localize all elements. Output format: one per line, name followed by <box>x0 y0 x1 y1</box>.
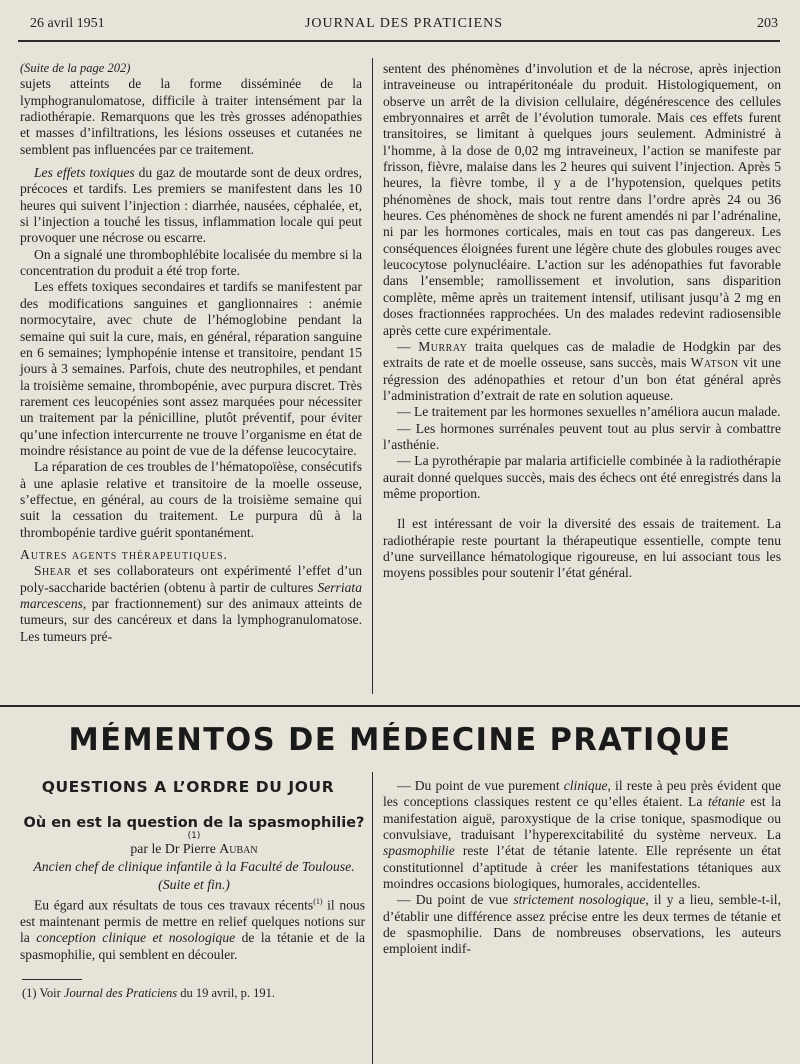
footnote-text: (1) Voir <box>22 986 64 1000</box>
paragraph-text: reste l’état de tétanie latente. Elle représente un état constitutionnel d’aptitude à créer les manifestations tétaniques aux moindres occasions biologiques, humorales, accidentelles. <box>383 843 781 892</box>
journal-reference: Journal des Praticiens <box>63 986 178 1000</box>
column-divider <box>372 772 373 1064</box>
paragraph-text: est la manifestation aiguë, paroxystique de la crise tonique, spasmodique ou convulsiave, traduisant l’hyperexcitabilité du système nerveux. La <box>383 794 781 843</box>
author-name: Shear <box>34 563 72 579</box>
species-name: Serriata marcescens <box>20 579 362 611</box>
section-heading: Autres agents thérapeutiques. <box>20 546 228 562</box>
affiliation: Ancien chef de clinique infantile à la Faculté de Toulouse. <box>33 859 355 874</box>
footnote-text: du 19 avril, p. 191. <box>177 986 276 1000</box>
column-divider <box>372 58 373 694</box>
paragraph <box>20 563 362 645</box>
paragraph: Les effets toxiques secondaires et tardifs se manifestent par des modifications sanguines et ganglionnaires : anémie normocytaire, avec chute de l’hémoglobine pendant la semaine qui suit la cure, mais, en général, réparation sanguine en 6 semaines; lymphopénie intense et transitoire, pendant 15 jours à 3 semaines. Parfois, chute des neutrophiles, et pendant la troisième semaine, thrombopénie, avec purpura discret. Très rarement ces leucopénies sont assez marquées pour nécessiter un traitement par la pénicilline, plutôt préventif, pour éviter qu’une infection intercurrente ne trouve l’organisme en état de moindre résistance au point de vue de la défense leucocytaire. <box>20 279 362 458</box>
continued-note: (Suite de la page 202) <box>20 61 131 75</box>
emphasis: Les effets toxiques <box>34 165 135 181</box>
paragraph-text: de la tétanie et de la spasmophilie, qui semblent en découler. <box>20 930 366 962</box>
paragraph: sujets atteints de la forme disséminée de la lymphogranulomatose, difficile à traiter intensément par la radiothérapie. Remarquons que les très grosses adénopathies et masses d’infiltrations, les lésions osseuses et cutanées ne semblent pas influencées par ce traitement. <box>20 76 362 157</box>
author-name: Auban <box>219 841 258 856</box>
header-rule <box>18 40 780 42</box>
emphasis: strictement nosologique <box>513 892 646 908</box>
paragraph <box>383 892 781 957</box>
emphasis: spasmophilie <box>383 843 455 859</box>
top-left-column <box>20 60 362 645</box>
paragraph-text: vit une régression des adénopathies et retour d’un bon état général après l’administration d’extrait de rate en solution aqueuse. <box>383 355 781 403</box>
top-right-column <box>383 61 781 582</box>
emphasis: clinique <box>563 778 608 793</box>
section-banner: MÉMENTOS DE MÉDECINE PRATIQUE <box>68 722 732 758</box>
dash: — <box>397 338 419 354</box>
paragraph-text: du gaz de moutarde sont de deux ordres, précoces et tardifs. Les premiers se manifestent dans les 10 heures qui suivent l’injection : diarrhée, nausées, céphalée, et, si l’injection a touché les tissus, inflammation locale qui peut provoquer une nécrose ou escarre. <box>20 165 362 246</box>
paragraph: — Le traitement par les hormones sexuelles n’améliora aucun malade. <box>397 404 781 420</box>
paragraph: — Les hormones surrénales peuvent tout au plus servir à combattre l’asthénie. <box>383 420 781 452</box>
footnote-ref: (1) <box>313 897 323 906</box>
page-number: 203 <box>757 16 778 31</box>
bottom-right-column <box>383 778 781 958</box>
paragraph: La réparation de ces troubles de l’hématopoïèse, consécutifs à une aplasie relative et transitoire de la moelle osseuse, s’effectue, en général, au cours de la troisième semaine qui suit la cessation du traitement. Le purpura dû à la thrombopénie tardive guérit spontanément. <box>20 459 362 540</box>
paragraph-text: traita quelques cas de maladie de Hodgkin par des extraits de rate et de moelle osseuse, sans succès, mais <box>383 338 781 371</box>
paragraph-text: , par fractionnement) sur des animaux atteints de tumeurs, sur des cancéreux et dans la lymphogranulomatose. Les tumeurs pré- <box>20 596 362 644</box>
issue-date: 26 avril 1951 <box>30 16 105 31</box>
byline-block <box>18 840 370 894</box>
paragraph-text: il nous est maintenant permis de mettre en relief quelques notions sur la <box>20 897 366 946</box>
questions-heading: QUESTIONS A L’ORDRE DU JOUR <box>41 778 335 796</box>
journal-title: JOURNAL DES PRATICIENS <box>304 16 504 31</box>
emphasis: conception clinique et nosologique <box>36 930 236 946</box>
paragraph <box>383 778 781 892</box>
article-title-text: Où en est la question de la spasmophilie? <box>23 815 365 831</box>
continuation-note: (Suite et fin.) <box>158 877 230 892</box>
bottom-left-column <box>20 894 365 963</box>
paragraph: On a signalé une thrombophlébite localisée du membre si la concentration du produit a été trop forte. <box>20 246 362 279</box>
paragraph-text: , il reste à peu près évident que les conceptions classiques restent ce qu’elles étaient. La <box>383 778 781 810</box>
paragraph <box>383 339 781 404</box>
footnote-rule <box>22 979 82 980</box>
paragraph-text: Eu égard aux résultats de tous ces travaux récents <box>34 897 314 913</box>
byline <box>18 840 370 858</box>
byline-prefix: par le Dr Pierre <box>130 841 220 856</box>
running-header <box>30 16 778 36</box>
footnote-ref: (1) <box>187 831 201 841</box>
paragraph-text: — Du point de vue <box>397 892 514 908</box>
paragraph-text: et ses collaborateurs ont expérimenté l’effet d’un poly-saccharide bactérien (obtenu à partir de cultures <box>20 563 362 595</box>
paragraph-text: — Du point de vue purement <box>397 778 564 793</box>
paragraph-text: , il y a lieu, semble-t-il, d’établir une différence assez précise entre les deux termes de tétanie et de spasmophilie. Dans de nombreuses observations, les auteurs emploient indif- <box>383 892 781 957</box>
paragraph <box>20 894 365 963</box>
footnote <box>22 986 372 1001</box>
paragraph: — La pyrothérapie par malaria artificielle combinée à la radiothérapie aurait donné quelques succès, mais des échecs ont été enregistrés dans la même proportion. <box>383 453 781 501</box>
paragraph: Il est intéressant de voir la diversité des essais de traitement. La radiothérapie reste pourtant la thérapeutique essentielle, compte tenu d’une surveillance hématologique rigoureuse, en lui associant tous les moyens possibles pour soutenir l’état général. <box>383 516 781 581</box>
section-rule <box>0 705 800 707</box>
author-name: Murray <box>418 338 468 354</box>
paragraph <box>20 165 362 247</box>
paragraph: sentent des phénomènes d’involution et de la nécrose, après injection intraveineuse ou intrapéritonéale du produit. Histologiquement, on observe un arrêt de la division cellulaire, dégénérescence des cellules embryonnaires et arrêt de l’évolution tumorale. Mais ces effets furent transitoires, se limitant à quelques jours seulement. Administré à l’homme, à la dose de 0,02 mg intraveineux, l’action se manifeste par frisson, fièvre, malaise dans les 2 heures qui suivent l’injection. Après 5 heures, la fièvre tombe, il y a de l’hypotension, quelques petits phénomènes de shock, mais tout rentre dans l’ordre après 24 ou 36 heures. Ces phénomènes de shock ne furent amendés ni par l’adrénaline, ni par les hormones corticales, mais en tout cas pas dangereux. Les conséquences éloignées furent une légère chute des globules rouges avec leucocytose polynucléaire. L’action sur les adénopathies fut favorable dans l’ensemble; ramollissement et involution, sans disparition complète, même après un traitement intensif, utilisant jusqu’à 2 mg en doses fractionnées rapprochées. Un des malades redevint radiosensible après cette cure expérimentale. <box>383 61 781 338</box>
author-name: Watson <box>690 355 739 371</box>
emphasis: tétanie <box>707 794 745 810</box>
